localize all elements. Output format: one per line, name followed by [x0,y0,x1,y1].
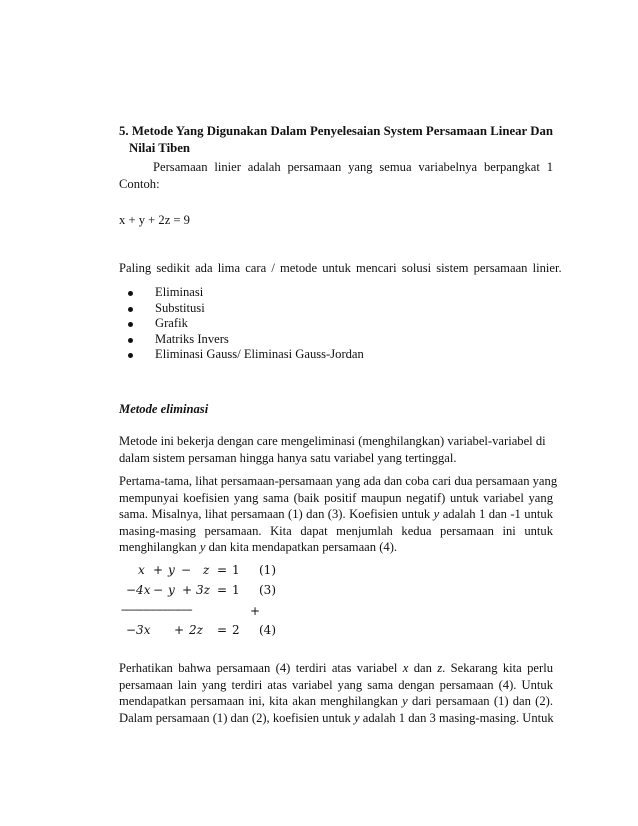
bullet-icon [128,353,133,358]
elimination-p2-line2: mempunyai koefisien yang sama (baik positif maupun negatif) untuk variabel yang [119,490,553,505]
intro-paragraph [119,159,553,192]
separator-line: -------------------------- [121,603,192,616]
elimination-paragraph-2 [119,473,558,556]
closing-line2: persamaan lain yang terdiri atas variabel yang sama dengan persamaan (4). Untuk [119,677,553,692]
elimination-p2-line4: masing-masing persamaan. Kita dapat menjumlah kedua persamaan ini untuk [119,523,553,538]
methods-list [119,285,364,363]
elimination-p2-line5: menghilangkan y dan kita mendapatkan persamaan (4). [119,540,398,554]
closing-line1: Perhatikan bahwa persamaan (4) terdiri atas variabel x dan z. Sekarang kita perlu [119,661,554,675]
intro-line1: Persamaan linier adalah persamaan yang semua variabelnya berpangkat 1 [153,160,553,174]
elimination-p1-line1: Metode ini bekerja dengan care mengeliminasi (menghilangkan) variabel-variabel di [119,434,546,448]
closing-line4: Dalam persamaan (1) dan (2), koefisien untuk y adalah 1 dan 3 masing-masing. Untuk [119,710,554,725]
bullet-icon [128,338,133,343]
elimination-paragraph-1 [119,433,546,466]
example-equation: x + y + 2z = 9 [119,213,190,227]
methods-intro: Paling sedikit ada lima cara / metode untuk mencari solusi sistem persamaan linier. [119,261,562,275]
elimination-p1-line2: dalam sistem persaman hingga hanya satu variabel yang tertinggal. [119,450,457,465]
elimination-p2-line3: sama. Misalnya, lihat persamaan (1) dan (3). Koefisien untuk y adalah 1 dan -1 untuk [119,507,553,521]
section-heading-line1: 5. Metode Yang Digunakan Dalam Penyelesaian System Persamaan Linear Dan [119,124,553,138]
equation-system: x + y − z = 1 (1) −4x − y + 3z = 1 (3) -------------------------- + −3x + 2z = 2 (4) [121,563,276,637]
bullet-icon [128,307,133,312]
closing-paragraph [119,660,553,726]
plus-sign: + [250,604,261,618]
list-item: Eliminasi Gauss/ Eliminasi Gauss-Jordan [119,347,364,363]
list-item: Matriks Invers [119,332,364,348]
closing-line3: mendapatkan persamaan ini, kita akan menghilangkan y dari persamaan (1) dan (2). [119,694,553,708]
list-item: Substitusi [119,301,364,317]
bullet-icon [128,291,133,296]
list-item: Eliminasi [119,285,364,301]
intro-line2: Contoh: [119,176,160,191]
bullet-icon [128,322,133,327]
section-heading-line2: Nilai Tiben [129,141,191,155]
elimination-title: Metode eliminasi [119,402,209,416]
elimination-p2-line1: Pertama-tama, lihat persamaan-persamaan yang ada dan coba cari dua persamaan yang [119,474,558,488]
section-heading [119,123,553,157]
list-item: Grafik [119,316,364,332]
